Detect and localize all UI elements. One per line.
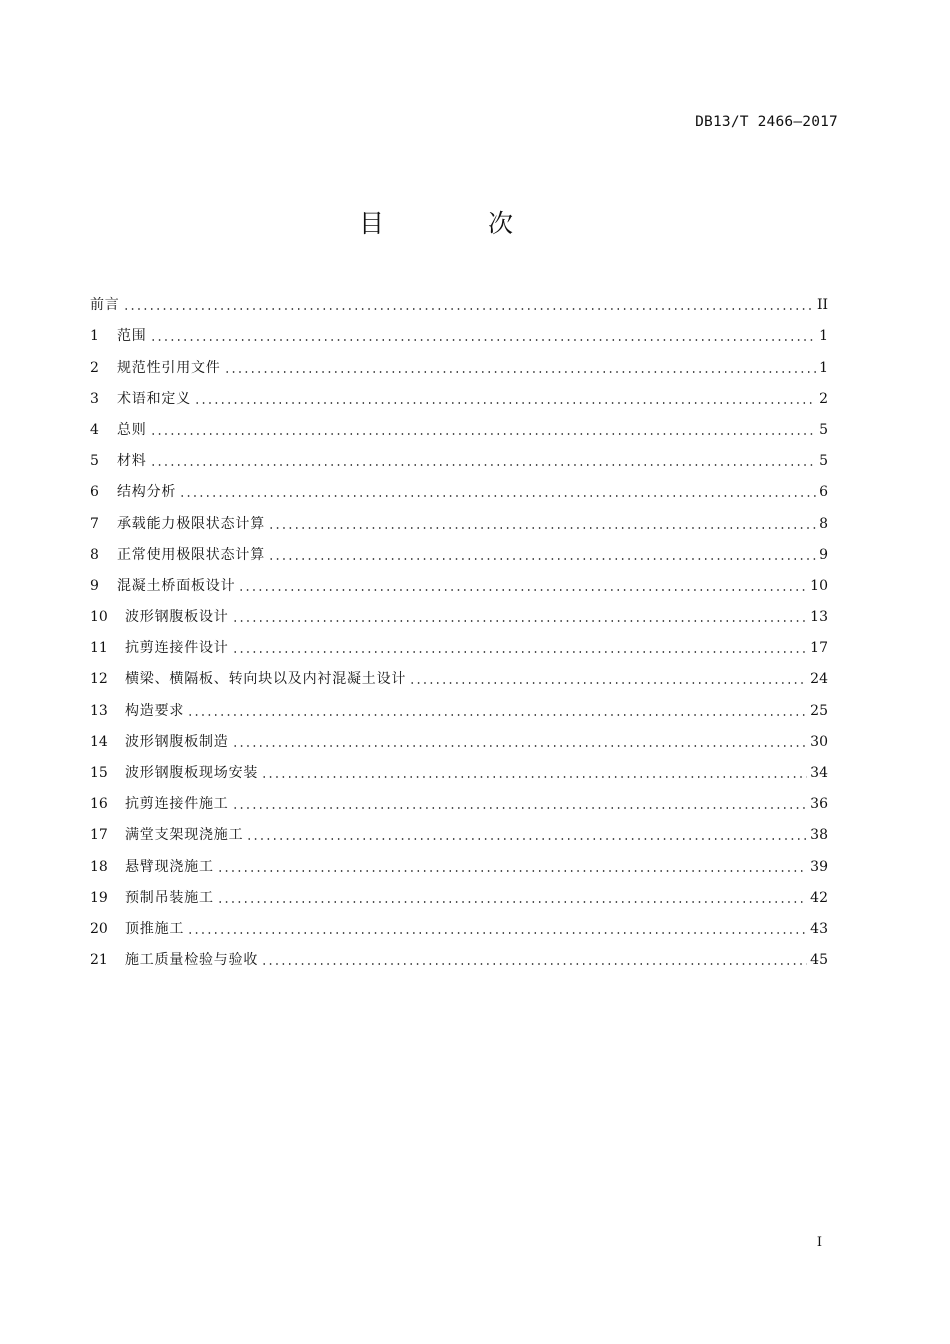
- toc-entry-page: 34: [810, 765, 828, 781]
- toc-entry[interactable]: [90, 815, 828, 846]
- toc-entry[interactable]: [90, 285, 828, 316]
- toc-entry-number: 13: [90, 702, 108, 719]
- toc-entry-page: 43: [810, 920, 828, 937]
- dot-leader: [246, 838, 807, 840]
- toc-entry-page: 24: [810, 671, 828, 688]
- toc-entry-title: 正常使用极限状态计算: [117, 546, 265, 563]
- toc-entry-page: 2: [819, 390, 828, 407]
- toc-entry-title: 构造要求: [125, 702, 185, 719]
- dot-leader: [194, 402, 816, 404]
- toc-entry[interactable]: [90, 347, 828, 378]
- dot-leader: [123, 308, 814, 310]
- toc-entry-page: 38: [810, 827, 828, 844]
- toc-entry-number: 8: [90, 546, 99, 563]
- toc-entry-number: 7: [90, 515, 99, 532]
- toc-entry-number: 3: [90, 390, 99, 407]
- toc-entry-title: 规范性引用文件: [117, 359, 221, 376]
- toc-entry-title: 结构分析: [117, 484, 177, 501]
- toc-entry[interactable]: [90, 316, 828, 347]
- toc-entry-page: 1: [819, 328, 828, 345]
- toc-entry-title: 施工质量检验与验收: [125, 952, 259, 969]
- dot-leader: [150, 464, 816, 466]
- toc-entry[interactable]: [90, 535, 828, 566]
- table-of-contents: [90, 285, 828, 971]
- toc-entry-page: 30: [810, 733, 828, 750]
- toc-entry-title: 波形钢腹板现场安装: [125, 765, 259, 781]
- dot-leader: [150, 433, 816, 435]
- toc-entry-page: 9: [819, 546, 828, 563]
- toc-entry[interactable]: [90, 379, 828, 410]
- dot-leader: [232, 620, 808, 622]
- toc-entry-page: 39: [810, 858, 828, 875]
- toc-entry[interactable]: [90, 597, 828, 628]
- toc-entry-title: 承载能力极限状态计算: [117, 515, 265, 532]
- dot-leader: [179, 495, 816, 497]
- toc-entry-number: 16: [90, 796, 108, 813]
- toc-entry[interactable]: [90, 909, 828, 940]
- toc-entry-title: 波形钢腹板制造: [125, 733, 229, 750]
- toc-entry[interactable]: [90, 441, 828, 472]
- toc-entry[interactable]: [90, 659, 828, 690]
- dot-leader: [238, 589, 807, 591]
- toc-entry-number: 5: [90, 453, 99, 470]
- toc-entry-title: 顶推施工: [125, 920, 185, 937]
- standard-code: DB13/T 2466—2017: [695, 114, 838, 130]
- toc-entry-number: 10: [90, 609, 108, 626]
- toc-entry-page: 17: [810, 640, 828, 657]
- toc-entry[interactable]: [90, 566, 828, 597]
- toc-entry-number: 6: [90, 484, 99, 501]
- dot-leader: [224, 371, 816, 373]
- toc-entry-title: 波形钢腹板设计: [125, 609, 229, 626]
- page-title: 目 次: [359, 209, 561, 238]
- toc-entry-title: 前言: [90, 297, 120, 314]
- dot-leader: [217, 870, 807, 872]
- dot-leader: [261, 776, 807, 778]
- toc-entry-page: 5: [819, 453, 828, 470]
- toc-entry-number: 1: [90, 328, 99, 345]
- dot-leader: [232, 745, 808, 747]
- toc-entry-number: 12: [90, 671, 108, 688]
- toc-entry[interactable]: [90, 753, 828, 784]
- toc-entry-title: 混凝土桥面板设计: [117, 577, 236, 594]
- dot-leader: [409, 682, 807, 684]
- toc-entry-number: 4: [90, 421, 99, 438]
- dot-leader: [232, 807, 808, 809]
- toc-entry-title: 抗剪连接件施工: [125, 796, 229, 813]
- toc-entry-number: 15: [90, 765, 108, 781]
- toc-entry-page: 36: [810, 796, 828, 813]
- toc-entry-number: 21: [90, 952, 108, 969]
- toc-entry-page: 42: [810, 889, 828, 906]
- dot-leader: [232, 651, 808, 653]
- toc-entry[interactable]: [90, 784, 828, 815]
- toc-entry-number: 19: [90, 889, 108, 906]
- dot-leader: [268, 558, 816, 560]
- toc-entry[interactable]: [90, 878, 828, 909]
- toc-entry-page: 45: [810, 952, 828, 969]
- toc-entry[interactable]: [90, 722, 828, 753]
- dot-leader: [150, 339, 816, 341]
- toc-entry-title: 材料: [117, 453, 147, 470]
- toc-entry-title: 抗剪连接件设计: [125, 640, 229, 657]
- toc-entry-page: 5: [819, 421, 828, 438]
- toc-entry-number: 18: [90, 858, 108, 875]
- toc-entry-title: 满堂支架现浇施工: [125, 827, 244, 844]
- dot-leader: [268, 527, 816, 529]
- toc-entry[interactable]: [90, 628, 828, 659]
- toc-entry-page: II: [816, 297, 828, 314]
- dot-leader: [217, 901, 807, 903]
- dot-leader: [261, 963, 807, 965]
- toc-entry-number: 11: [90, 640, 108, 657]
- toc-entry-page: 6: [819, 484, 828, 501]
- toc-entry[interactable]: [90, 846, 828, 877]
- toc-entry-title: 总则: [117, 421, 147, 438]
- dot-leader: [187, 714, 807, 716]
- toc-entry[interactable]: [90, 410, 828, 441]
- toc-entry-page: 8: [819, 515, 828, 532]
- toc-entry-number: 20: [90, 920, 108, 937]
- toc-entry-title: 预制吊装施工: [125, 889, 214, 906]
- toc-entry-number: 9: [90, 577, 99, 594]
- toc-entry-page: 1: [819, 359, 828, 376]
- toc-entry-title: 横梁、横隔板、转向块以及内衬混凝土设计: [125, 671, 407, 688]
- toc-entry[interactable]: [90, 940, 828, 971]
- toc-entry-number: 14: [90, 733, 108, 750]
- toc-entry-title: 术语和定义: [117, 390, 191, 407]
- toc-entry[interactable]: [90, 472, 828, 503]
- toc-entry-number: 2: [90, 359, 99, 376]
- toc-entry-page: 10: [810, 577, 828, 594]
- toc-entry[interactable]: [90, 503, 828, 534]
- dot-leader: [187, 932, 807, 934]
- page-number: I: [816, 1235, 822, 1250]
- toc-entry-page: 25: [810, 702, 828, 719]
- toc-entry-title: 范围: [117, 328, 147, 345]
- toc-entry[interactable]: [90, 690, 828, 721]
- toc-entry-title: 悬臂现浇施工: [125, 858, 214, 875]
- toc-entry-page: 13: [810, 609, 828, 626]
- toc-entry-number: 17: [90, 827, 108, 844]
